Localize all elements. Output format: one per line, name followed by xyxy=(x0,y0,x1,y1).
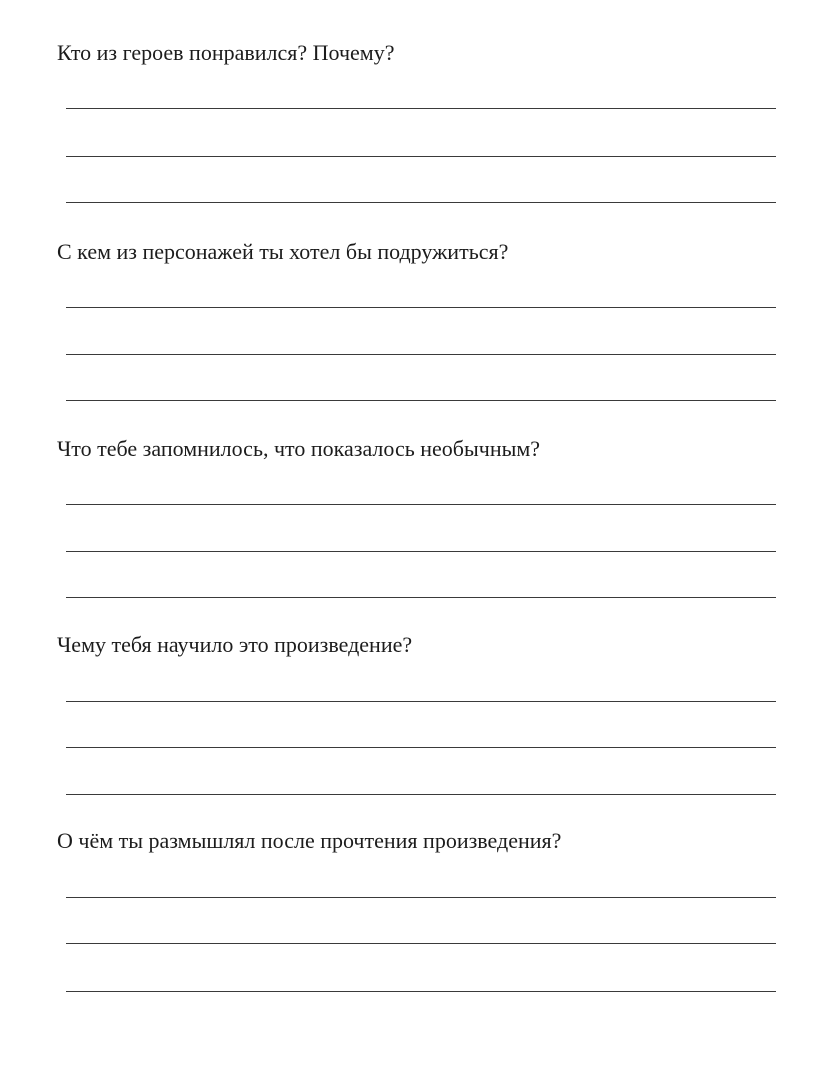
answer-line[interactable] xyxy=(66,991,776,992)
answer-line[interactable] xyxy=(66,108,776,109)
question-text: С кем из персонажей ты хотел бы подружиться? xyxy=(57,239,509,264)
question-text: Кто из героев понравился? Почему? xyxy=(57,40,395,65)
answer-line[interactable] xyxy=(66,307,776,308)
question-text: Что тебе запомнилось, что показалось необычным? xyxy=(57,436,541,461)
answer-line[interactable] xyxy=(66,156,776,157)
answer-line[interactable] xyxy=(66,747,776,748)
answer-line[interactable] xyxy=(66,551,776,552)
answer-line[interactable] xyxy=(66,943,776,944)
answer-line[interactable] xyxy=(66,202,776,203)
answer-line[interactable] xyxy=(66,701,776,702)
answer-line[interactable] xyxy=(66,354,776,355)
answer-line[interactable] xyxy=(66,597,776,598)
answer-line[interactable] xyxy=(66,400,776,401)
question-text: О чём ты размышлял после прочтения произведения? xyxy=(57,828,562,853)
answer-line[interactable] xyxy=(66,897,776,898)
answer-line[interactable] xyxy=(66,794,776,795)
answer-line[interactable] xyxy=(66,504,776,505)
question-text: Чему тебя научило это произведение? xyxy=(57,632,413,657)
